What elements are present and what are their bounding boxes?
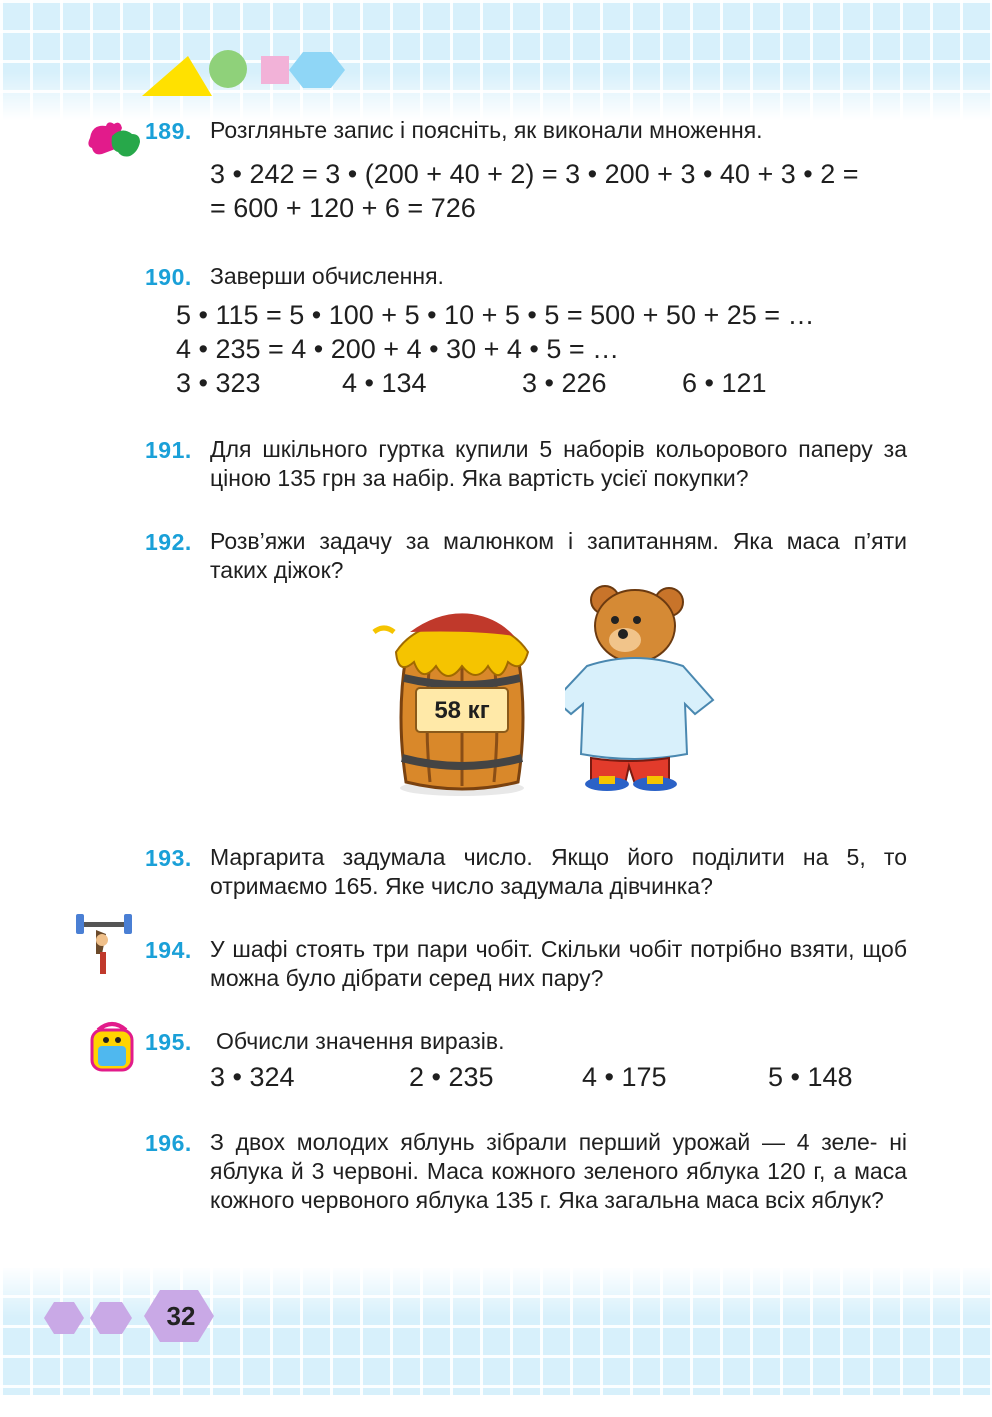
exercise-text: Заверши обчислення. — [210, 263, 444, 289]
math-line: 5 • 115 = 5 • 100 + 5 • 10 + 5 • 5 = 500 + 50 + 25 = … — [176, 300, 815, 330]
exercise-number: 194. — [145, 937, 192, 963]
math-line: 3 • 242 = 3 • (200 + 40 + 2) = 3 • 200 + 3 • 40 + 3 • 2 = — [210, 159, 859, 189]
math-task: 4 • 175 — [582, 1062, 667, 1092]
weights-icon — [74, 912, 134, 976]
math-task: 5 • 148 — [768, 1062, 853, 1092]
exercise-text: Для шкільного гуртка купили 5 наборів кольорового паперу за ціною 135 грн за набір. Яка вартість усієї покупки? — [210, 436, 907, 491]
exercise-number: 193. — [145, 845, 192, 871]
exercise-text: Маргарита задумала число. Якщо його поділити на 5, то отримаємо 165. Яке число задумала дівчинка? — [210, 844, 907, 899]
exercise-number: 191. — [145, 437, 192, 463]
exercise-number: 192. — [145, 529, 192, 555]
hexagon-shape — [44, 1302, 84, 1334]
bear-image — [565, 582, 715, 792]
circle-shape — [209, 50, 247, 88]
backpack-icon — [84, 1020, 140, 1072]
math-line: = 600 + 120 + 6 = 726 — [210, 193, 476, 223]
math-task: 3 • 323 — [176, 368, 261, 398]
math-line: 4 • 235 = 4 • 200 + 4 • 30 + 4 • 5 = … — [176, 334, 620, 364]
hexagon-shape — [289, 52, 345, 88]
math-task: 4 • 134 — [342, 368, 427, 398]
square-shape — [261, 56, 289, 84]
exercise-number: 190. — [145, 264, 192, 290]
triangle-shape — [142, 56, 212, 96]
math-task: 3 • 324 — [210, 1062, 295, 1092]
math-task: 2 • 235 — [409, 1062, 494, 1092]
exercise-text: Розв’яжи задачу за малюнком і запитанням. Яка маса п’яти таких діжок? — [210, 528, 907, 583]
exercise-text: З двох молодих яблунь зібрали перший урожай — 4 зеле- ні яблука й 3 червоні. Маса кожного зеленого яблука 120 г, а маса кожного червоного яблука 135 г. Яка загальна маса всіх яблук? — [210, 1129, 907, 1213]
math-task: 3 • 226 — [522, 368, 607, 398]
hexagon-shape — [90, 1302, 132, 1334]
honey-barrel-image — [370, 608, 555, 798]
barrel-weight-label: 58 кг — [434, 697, 490, 724]
exercise-text: У шафі стоять три пари чобіт. Скільки чобіт потрібно взяти, щоб можна було дібрати серед них пару? — [210, 936, 907, 991]
exercise-number: 195. — [145, 1029, 192, 1055]
math-task: 6 • 121 — [682, 368, 767, 398]
page-number: 32 — [166, 1300, 196, 1331]
exercise-text: Обчисли значення виразів. — [216, 1028, 505, 1054]
puzzle-icon — [86, 118, 144, 162]
exercise-number: 196. — [145, 1130, 192, 1156]
geometric-shapes-decoration — [140, 44, 350, 100]
exercise-text: Розгляньте запис і поясніть, як виконали множення. — [210, 117, 763, 143]
exercise-number: 189. — [145, 118, 192, 144]
